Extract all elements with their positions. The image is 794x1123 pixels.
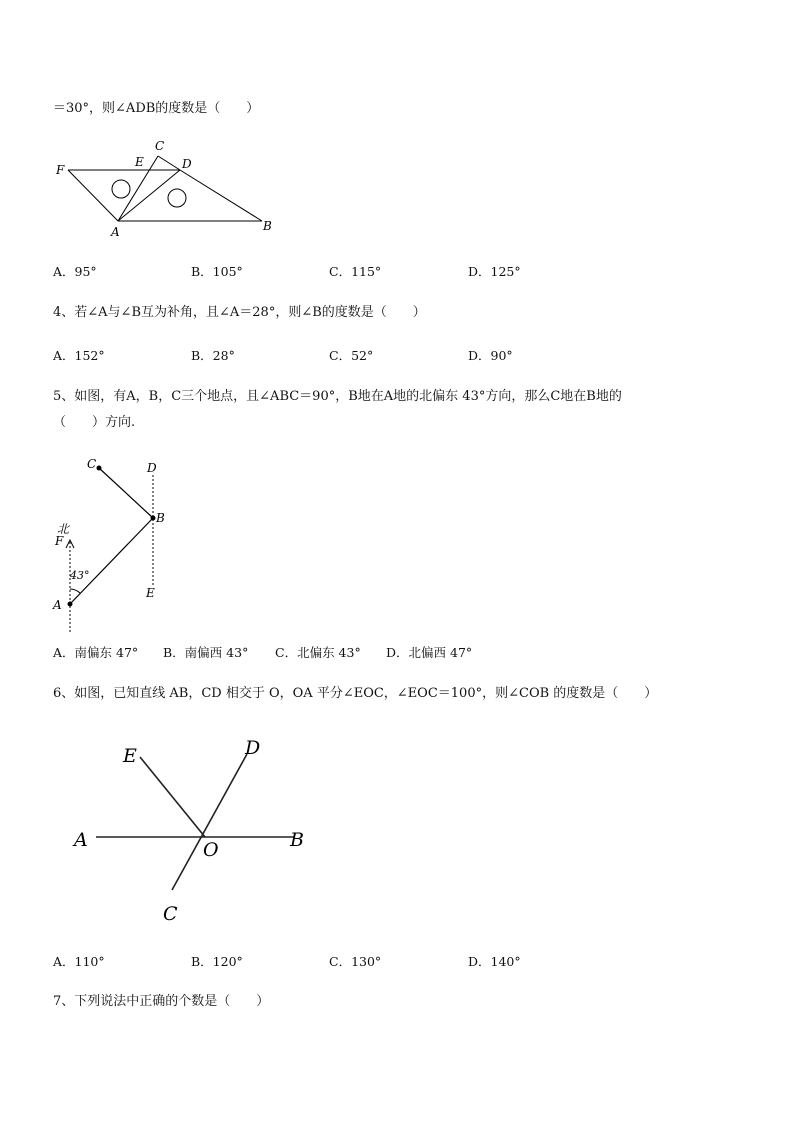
line-CD — [172, 754, 247, 890]
q3-option-b: B．105° — [191, 264, 243, 279]
q3-option-c: C．115° — [329, 264, 382, 279]
label-E: E — [146, 586, 155, 600]
label-angle: 43° — [70, 569, 90, 582]
q6-option-a: A．110° — [53, 954, 105, 969]
label-F: F — [55, 534, 64, 548]
q6-stem: 6、如图，已知直线 AB，CD 相交于 O，OA 平分∠EOC，∠EOC＝100°，则∠COB 的度数是（ ） — [53, 686, 658, 701]
q4-stem: 4、若∠A与∠B互为补角，且∠A＝28°，则∠B的度数是（ ） — [53, 305, 426, 320]
q4-option-c: C．52° — [329, 348, 374, 363]
q6-figure — [60, 730, 330, 930]
point-B — [151, 516, 156, 521]
label-B: B — [290, 829, 304, 851]
label-A: A — [74, 829, 88, 851]
line-CB — [99, 468, 153, 518]
q5-option-b: B．南偏西 43° — [163, 645, 249, 660]
label-E: E — [135, 155, 144, 169]
label-F: F — [56, 163, 65, 177]
point-C — [97, 466, 102, 471]
q6-option-d: D．140° — [468, 954, 521, 969]
label-B: B — [263, 219, 272, 233]
label-O: O — [203, 839, 219, 861]
label-C: C — [155, 139, 165, 153]
label-north: 北 — [57, 522, 70, 536]
label-D: D — [245, 737, 261, 759]
label-D: D — [147, 461, 157, 475]
q4-option-d: D．90° — [468, 348, 513, 363]
q3-stem-tail: ＝30°，则∠ADB的度数是（ ） — [53, 101, 260, 116]
q4-option-b: B．28° — [191, 348, 235, 363]
q3-option-d: D．125° — [468, 264, 521, 279]
line-DB — [180, 170, 262, 221]
angle-arc — [70, 589, 80, 593]
q5-option-d: D．北偏西 47° — [386, 645, 473, 660]
point-A — [68, 602, 73, 607]
ray-OE — [140, 757, 205, 837]
label-C: C — [163, 903, 178, 925]
label-D: D — [182, 157, 192, 171]
triangle-2-mark — [168, 189, 186, 207]
triangle-1-mark — [112, 180, 130, 198]
q6-option-c: C．130° — [329, 954, 382, 969]
label-A: A — [111, 225, 120, 238]
q7-stem: 7、下列说法中正确的个数是（ ） — [53, 994, 270, 1009]
label-E: E — [123, 745, 137, 767]
line-AB — [70, 518, 153, 604]
label-C: C — [87, 457, 97, 471]
q3-option-a: A．95° — [53, 264, 97, 279]
q3-figure — [50, 138, 290, 238]
q4-option-a: A．152° — [53, 348, 105, 363]
label-B: B — [156, 511, 165, 525]
q5-stem-line1: 5、如图，有A，B，C三个地点，且∠ABC＝90°，B地在A地的北偏东 43°方向，那么C地在B地的 — [53, 389, 622, 404]
q5-figure — [50, 455, 180, 635]
line-CD — [158, 156, 180, 170]
q6-option-b: B．120° — [191, 954, 243, 969]
q5-option-c: C．北偏东 43° — [275, 645, 361, 660]
label-A: A — [53, 598, 62, 612]
line-FA — [68, 170, 118, 221]
q5-option-a: A．南偏东 47° — [53, 645, 139, 660]
q5-stem-line2: （ ）方向. — [53, 415, 136, 430]
